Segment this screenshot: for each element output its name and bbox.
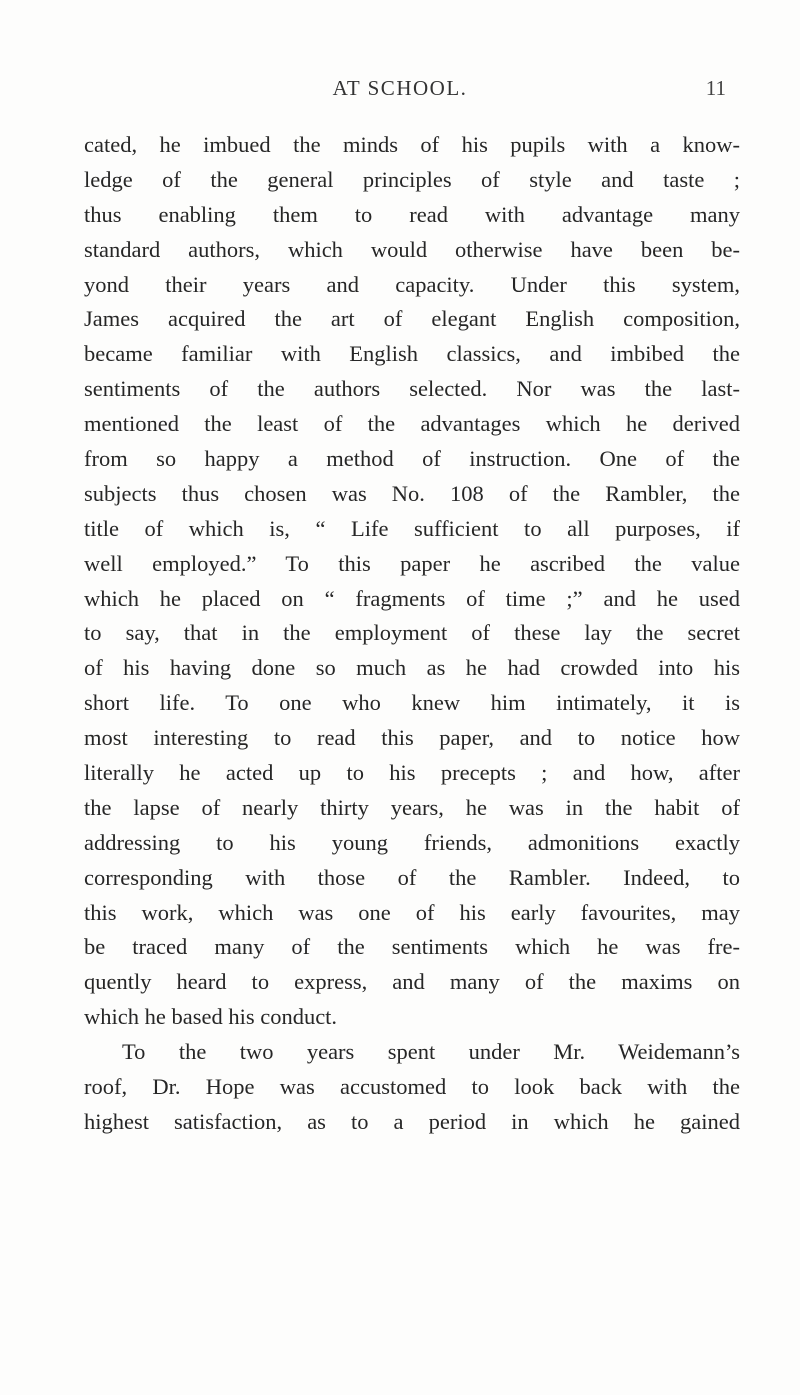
text-line: title of which is, “ Life sufficient to all purposes, if xyxy=(84,515,740,541)
text-line: subjects thus chosen was No. 108 of the Rambler, the xyxy=(84,480,740,506)
text-line: to say, that in the employment of these lay the secret xyxy=(84,620,740,646)
paragraph-start-line: To the two years spent under Mr. Weidemann’s xyxy=(122,1039,740,1065)
text-line: highest satisfaction, as to a period in which he gained xyxy=(84,1108,740,1134)
text-line: which he placed on “ fragments of time ;” and he used xyxy=(84,585,740,611)
running-title: AT SCHOOL. xyxy=(332,76,468,100)
text-line: sentiments of the authors selected. Nor was the last- xyxy=(84,376,740,402)
text-line: of his having done so much as he had crowded into his xyxy=(84,655,740,681)
text-line: corresponding with those of the Rambler. Indeed, to xyxy=(84,864,740,890)
text-line: addressing to his young friends, admonitions exactly xyxy=(84,829,740,855)
text-line: be traced many of the sentiments which he was fre- xyxy=(84,934,740,960)
paragraph-end-line: which he based his conduct. xyxy=(84,1004,338,1030)
text-line: thus enabling them to read with advantage many xyxy=(84,201,740,227)
text-line: cated, he imbued the minds of his pupils with a know- xyxy=(84,132,740,157)
text-line: the lapse of nearly thirty years, he was in the habit of xyxy=(84,794,740,820)
text-line: well employed.” To this paper he ascribed the value xyxy=(84,550,740,576)
text-line: from so happy a method of instruction. One of the xyxy=(84,446,740,472)
page-number: 11 xyxy=(705,76,726,100)
text-line: ledge of the general principles of style and taste ; xyxy=(84,166,740,192)
text-line: most interesting to read this paper, and to notice how xyxy=(84,725,740,751)
text-line: short life. To one who knew him intimately, it is xyxy=(84,690,740,716)
text-line: roof, Dr. Hope was accustomed to look back with the xyxy=(84,1074,740,1100)
running-head xyxy=(0,76,800,108)
text-line: this work, which was one of his early favourites, may xyxy=(84,899,740,925)
text-line: literally he acted up to his precepts ; and how, after xyxy=(84,760,740,786)
text-line: standard authors, which would otherwise have been be- xyxy=(84,236,740,262)
text-line: yond their years and capacity. Under this system, xyxy=(84,271,740,297)
text-line: mentioned the least of the advantages which he derived xyxy=(84,411,740,437)
body-text xyxy=(84,128,740,1140)
text-line: became familiar with English classics, and imbibed the xyxy=(84,341,740,367)
text-line: James acquired the art of elegant English composition, xyxy=(84,306,740,332)
text-line: quently heard to express, and many of the maxims on xyxy=(84,969,740,995)
